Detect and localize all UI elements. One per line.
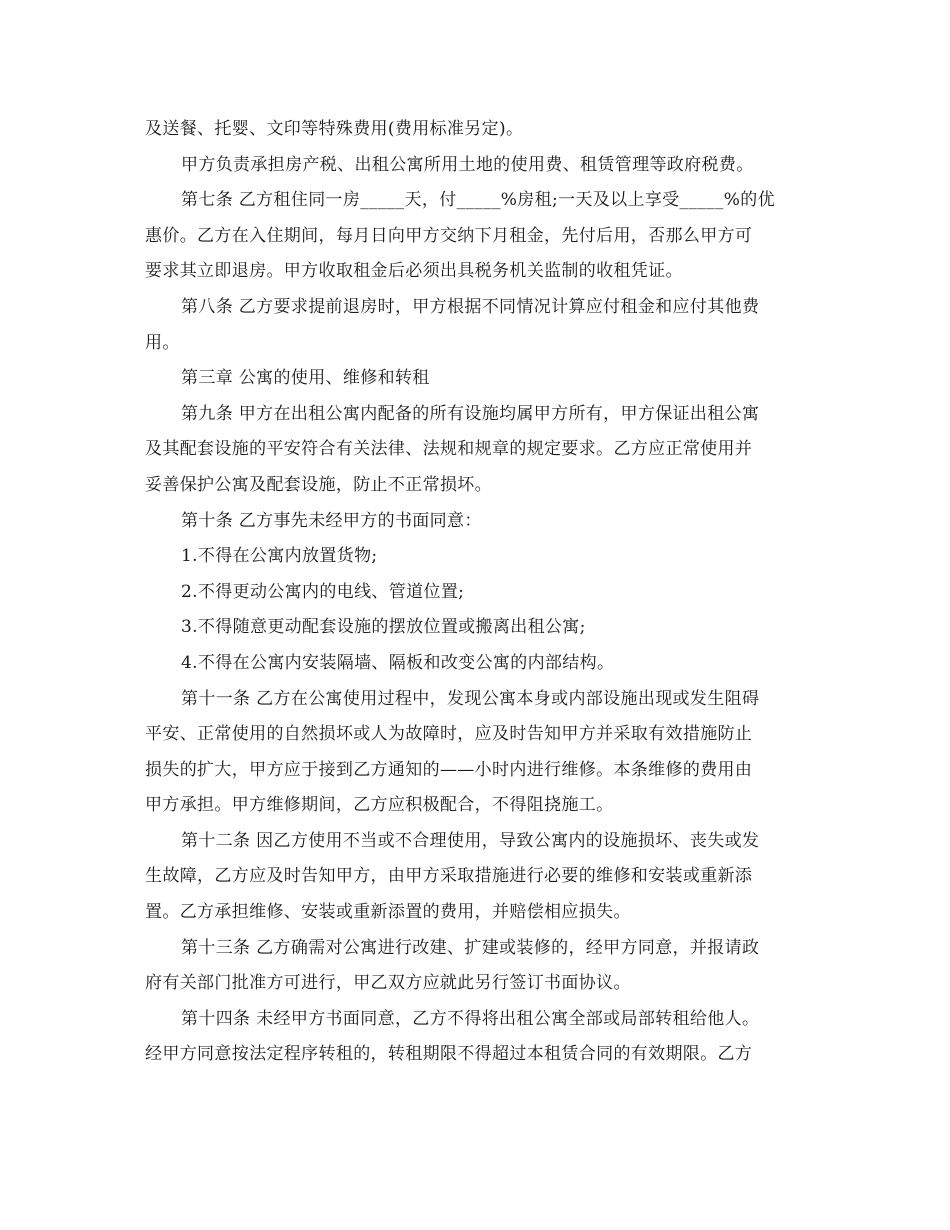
text-line: 第十三条 乙方确需对公寓进行改建、扩建或装修的，经甲方同意，并报请政 [181, 937, 760, 958]
text-line: 生故障，乙方应及时告知甲方，由甲方采取措施进行必要的维修和安装或重新添 [145, 866, 753, 887]
text-line: 府有关部门批准方可进行，甲乙双方应就此另行签订书面协议。 [145, 973, 631, 994]
text-line: 甲方承担。甲方维修期间，乙方应积极配合，不得阻挠施工。 [145, 795, 614, 816]
text-line: 甲方负责承担房产税、出租公寓所用土地的使用费、租赁管理等政府税费。 [181, 154, 754, 175]
text-line: 第三章 公寓的使用、维修和转租 [181, 368, 430, 389]
text-line: 及其配套设施的平安符合有关法律、法规和规章的规定要求。乙方应正常使用并 [145, 439, 753, 460]
text-line: 要求其立即退房。甲方收取租金后必须出具税务机关监制的收租凭证。 [145, 261, 683, 282]
text-line: 平安、正常使用的自然损坏或人为故障时，应及时告知甲方并采取有效措施防止 [145, 724, 753, 745]
text-line: 妥善保护公寓及配套设施，防止不正常损坏。 [145, 474, 492, 495]
text-line: 第十二条 因乙方使用不当或不合理使用，导致公寓内的设施损坏、丧失或发 [181, 830, 760, 851]
text-line: 4.不得在公寓内安装隔墙、隔板和改变公寓的内部结构。 [181, 652, 615, 673]
text-line: 置。乙方承担维修、安装或重新添置的费用，并赔偿相应损失。 [145, 902, 631, 923]
text-line: 惠价。乙方在入住期间，每月日向甲方交纳下月租金，先付后用，否那么甲方可 [145, 225, 753, 246]
text-line: 经甲方同意按法定程序转租的，转租期限不得超过本租赁合同的有效期限。乙方 [145, 1044, 753, 1065]
text-line: 3.不得随意更动配套设施的摆放位置或搬离出租公寓; [181, 617, 586, 638]
text-line: 第十一条 乙方在公寓使用过程中，发现公寓本身或内部设施出现或发生阻碍 [181, 688, 760, 709]
document-body [145, 112, 805, 1073]
text-line: 第七条 乙方租住同一房_____天，付_____%房租;一天及以上享受_____%的优 [181, 190, 775, 211]
text-line: 1.不得在公寓内放置货物; [181, 546, 378, 567]
text-line: 第十条 乙方事先未经甲方的书面同意： [181, 510, 482, 531]
text-line: 第九条 甲方在出租公寓内配备的所有设施均属甲方所有，甲方保证出租公寓 [181, 403, 760, 424]
text-line: 用。 [145, 332, 180, 353]
text-line: 2.不得更动公寓内的电线、管道位置; [181, 581, 465, 602]
text-line: 第十四条 未经甲方书面同意，乙方不得将出租公寓全部或局部转租给他人。 [181, 1008, 760, 1029]
text-line: 及送餐、托婴、文印等特殊费用(费用标准另定)。 [145, 119, 524, 139]
text-line: 第八条 乙方要求提前退房时，甲方根据不同情况计算应付租金和应付其他费 [181, 296, 760, 317]
text-line: 损失的扩大，甲方应于接到乙方通知的——小时内进行维修。本条维修的费用由 [145, 759, 753, 780]
